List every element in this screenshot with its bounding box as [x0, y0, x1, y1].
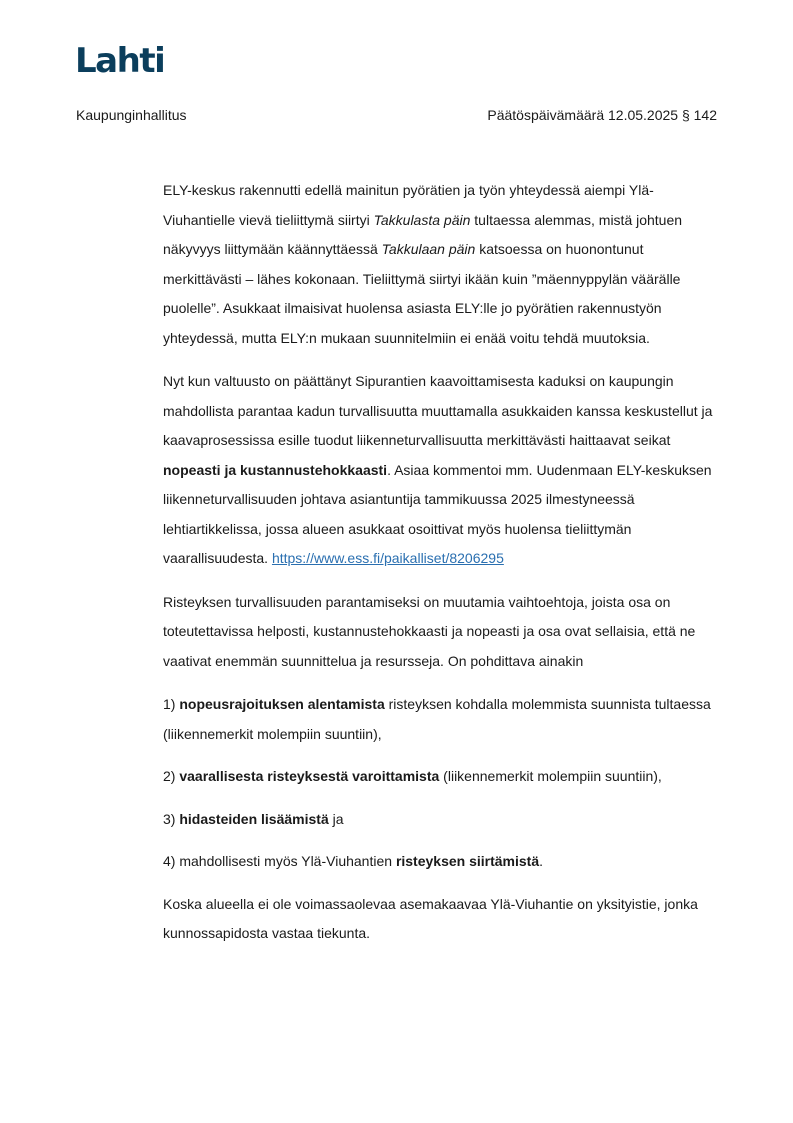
list-item-4: [163, 847, 723, 877]
item-2-number: 2): [163, 768, 180, 784]
item-3-number: 3): [163, 810, 180, 827]
list-item-3: [163, 805, 723, 835]
p2-text-2: . Asiaa kommentoi mm. Uudenmaan ELY-keskuksen liikenneturvallisuuden johtava asiantuntija tammikuussa 2025 ilmestyneessä lehtiartikkelissa, jossa alueen asukkaat osoittivat myös huolensa tieliittymän vaarallisuudesta.: [163, 461, 712, 566]
p1-italic-1: Takkulasta päin: [373, 211, 471, 228]
item-1-bold: nopeusrajoituksen alentamista: [179, 696, 385, 712]
list-item-1: [163, 690, 723, 749]
paragraph-council-decision: [163, 367, 723, 574]
item-1-number: 1): [163, 696, 180, 712]
paragraph-options-intro: Risteyksen turvallisuuden parantamiseksi on muutamia vaihtoehtoja, joista osa on toteutettavissa helposti, kustannustehokkaasti ja nopeasti ja osa ovat sellaisia, että ne vaativat enemmän suunnittelua ja resursseja. On pohdittava ainakin: [163, 593, 696, 669]
item-4-bold: risteyksen siirtämistä: [395, 853, 540, 869]
p1-text-2: tultaessa alemmas, mistä johtuen näkyvyys liittymään käännyttäessä: [163, 211, 683, 257]
p1-italic-2: Takkulaan päin: [381, 241, 476, 257]
p2-bold-1: nopeasti ja kustannustehokkaasti: [163, 461, 388, 478]
p1-text-1: ELY-keskus rakennutti edellä mainitun pyörätien ja työn yhteydessä aiempi Ylä-Viuhantielle vievä tieliittymä siirtyi: [163, 182, 654, 228]
list-item-2: [163, 762, 723, 792]
item-2-rest: (liikennemerkit molempiin suuntiin),: [439, 768, 662, 784]
item-4-rest: .: [539, 853, 544, 869]
article-link[interactable]: https://www.ess.fi/paikalliset/8206295: [271, 550, 504, 566]
header-organization: Kaupunginhallitus: [76, 107, 187, 123]
header-decision-date: Päätöspäivämäärä 12.05.2025 § 142: [487, 107, 717, 123]
document-body: [163, 176, 723, 963]
paragraph-private-road: Koska alueella ei ole voimassaolevaa asemakaavaa Ylä-Viuhantie on yksityistie, jonka kunnossapidosta vastaa tiekunta.: [163, 895, 698, 941]
paragraph-ely-intersection: [163, 176, 723, 353]
p2-text-1: Nyt kun valtuusto on päättänyt Sipurantien kaavoittamisesta kaduksi on kaupungin mahdollista parantaa kadun turvallisuutta muuttamalla asukkaiden kanssa keskustellut ja kaavaprosessissa esille tuodut liikenneturvallisuutta merkittävästi haittaavat seikat: [163, 373, 713, 448]
p1-text-3: katsoessa on huonontunut merkittävästi – lähes kokonaan. Tieliittymä siirtyi ikään kuin ”mäennyppylän väärälle puolelle”. Asukkaat ilmaisivat huolensa asiasta ELY:lle jo pyörätien rakennustyön yhteydessä, mutta ELY:n mukaan suunnitelmiin ei enää voitu tehdä muutoksia.: [163, 241, 681, 346]
item-3-rest: ja: [328, 810, 344, 827]
item-3-bold: hidasteiden lisäämistä: [179, 810, 329, 827]
item-4-pre: 4) mahdollisesti myös Ylä-Viuhantien: [163, 853, 396, 869]
item-1-rest: risteyksen kohdalla molemmista suunnista tultaessa (liikennemerkit molempiin suuntiin),: [163, 696, 711, 742]
lahti-logo: Lahti: [75, 41, 165, 81]
item-2-bold: vaarallisesta risteyksestä varoittamista: [179, 768, 440, 784]
